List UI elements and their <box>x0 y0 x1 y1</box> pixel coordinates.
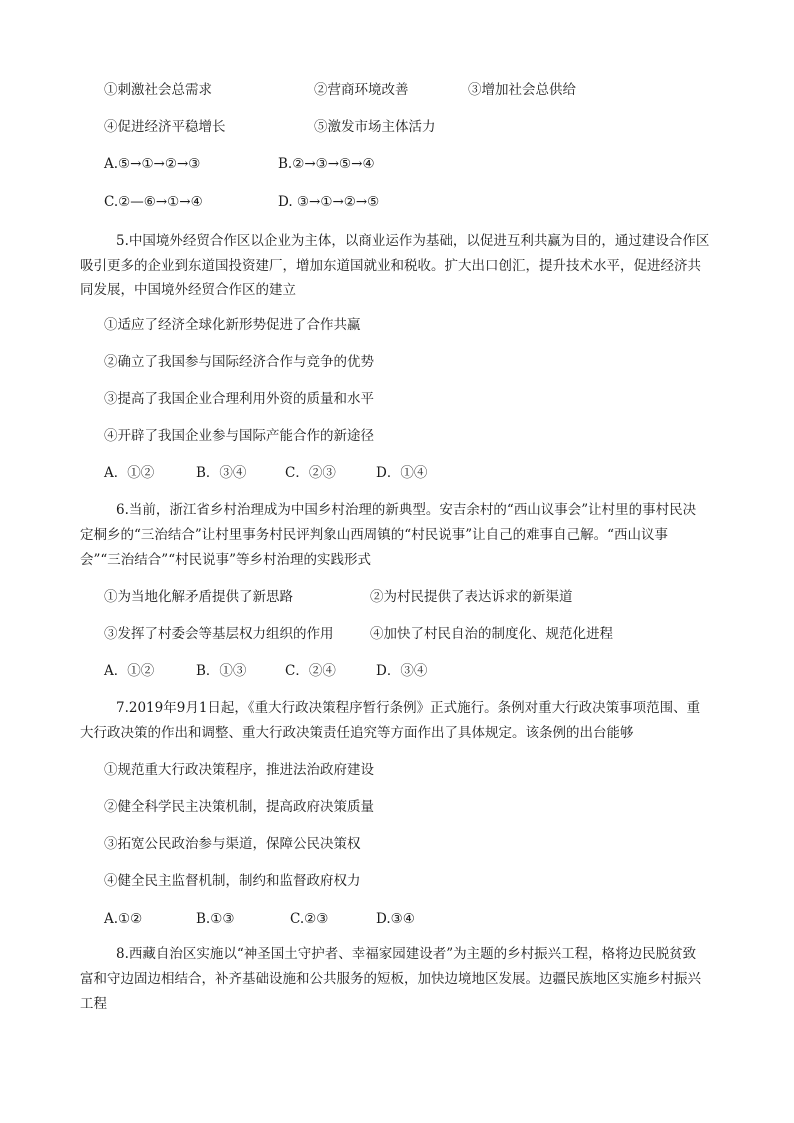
q5-stem-line-1: 5.中国境外经贸合作区以企业为主体，以商业运作为基础，以促进互利共赢为目的，通过建设合作区 <box>116 233 710 249</box>
q6-stem-line-1: 6.当前，浙江省乡村治理成为中国乡村治理的新典型。安吉余村的“西山议事会”让村里的事村民决 <box>116 502 697 518</box>
q4-option-4: ④促进经济平稳增长 <box>104 119 226 135</box>
q6-choice-a: A．①② <box>104 663 155 679</box>
q6-choice-d: D．③④ <box>376 663 428 679</box>
q8-stem-line-3: 工程 <box>80 996 107 1012</box>
q7-choice-d: D.③④ <box>376 911 415 927</box>
q5-choice-d: D．①④ <box>376 465 428 481</box>
q4-choice-c: C.②—⑥→①→④ <box>104 194 203 210</box>
q6-option-3: ③发挥了村委会等基层权力组织的作用 <box>104 626 334 642</box>
q5-choice-b: B．③④ <box>196 465 247 481</box>
q7-option-4: ④健全民主监督机制，制约和监督政府权力 <box>104 873 361 889</box>
q5-stem-line-2: 吸引更多的企业到东道国投资建厂，增加东道国就业和税收。扩大出口创汇，提升技术水平，促进经济共 <box>80 258 701 274</box>
q4-choice-b: B.②→③→⑤→④ <box>278 156 375 172</box>
q6-option-2: ②为村民提供了表达诉求的新渠道 <box>370 589 573 605</box>
q5-option-3: ③提高了我国企业合理利用外资的质量和水平 <box>104 391 374 407</box>
q5-option-2: ②确立了我国参与国际经济合作与竞争的优势 <box>104 354 374 370</box>
q5-choice-c: C．②③ <box>285 465 336 481</box>
q7-option-1: ①规范重大行政决策程序，推进法治政府建设 <box>104 762 374 778</box>
q7-option-2: ②健全科学民主决策机制，提高政府决策质量 <box>104 799 374 815</box>
q7-choice-b: B.①③ <box>196 911 235 927</box>
q4-option-5: ⑤激发市场主体活力 <box>314 119 436 135</box>
q4-option-1: ①刺激社会总需求 <box>104 82 212 98</box>
q5-option-4: ④开辟了我国企业参与国际产能合作的新途径 <box>104 428 374 444</box>
q7-option-3: ③拓宽公民政治参与渠道，保障公民决策权 <box>104 836 361 852</box>
q6-choice-c: C．②④ <box>285 663 336 679</box>
q8-stem-line-2: 富和守边固边相结合，补齐基础设施和公共服务的短板，加快边境地区发展。边疆民族地区实施乡村振兴 <box>80 971 701 987</box>
q5-stem-line-3: 同发展，中国境外经贸合作区的建立 <box>80 282 296 298</box>
q4-choice-d: D. ③→①→②→⑤ <box>278 194 380 210</box>
q6-stem-line-2: 定桐乡的“三治结合”让村里事务村民评判象山西周镇的“村民说事”让自己的难事自己解。“西山议事 <box>80 527 669 543</box>
q7-choice-c: C.②③ <box>290 911 329 927</box>
q4-choice-a: A.⑤→①→②→③ <box>104 156 201 172</box>
q4-option-2: ②营商环境改善 <box>314 82 409 98</box>
q6-option-1: ①为当地化解矛盾提供了新思路 <box>104 589 293 605</box>
q6-option-4: ④加快了村民自治的制度化、规范化进程 <box>370 626 613 642</box>
q7-stem-line-1: 7.2019年9月1日起，《重大行政决策程序暂行条例》正式施行。条例对重大行政决策事项范围、重 <box>116 700 701 716</box>
q7-choice-a: A.①② <box>104 911 143 927</box>
q7-stem-line-2: 大行政决策的作出和调整、重大行政决策责任追究等方面作出了具体规定。该条例的出台能够 <box>80 725 634 741</box>
q6-choice-b: B．①③ <box>196 663 247 679</box>
q8-stem-line-1: 8.西藏自治区实施以“神圣国土守护者、幸福家园建设者”为主题的乡村振兴工程，格将边民脱贫致 <box>116 946 697 962</box>
q6-stem-line-3: 会”“三治结合”“村民说事”等乡村治理的实践形式 <box>80 552 372 568</box>
q4-option-3: ③增加社会总供给 <box>468 82 576 98</box>
q5-choice-a: A．①② <box>104 465 155 481</box>
q5-option-1: ①适应了经济全球化新形势促进了合作共赢 <box>104 317 361 333</box>
